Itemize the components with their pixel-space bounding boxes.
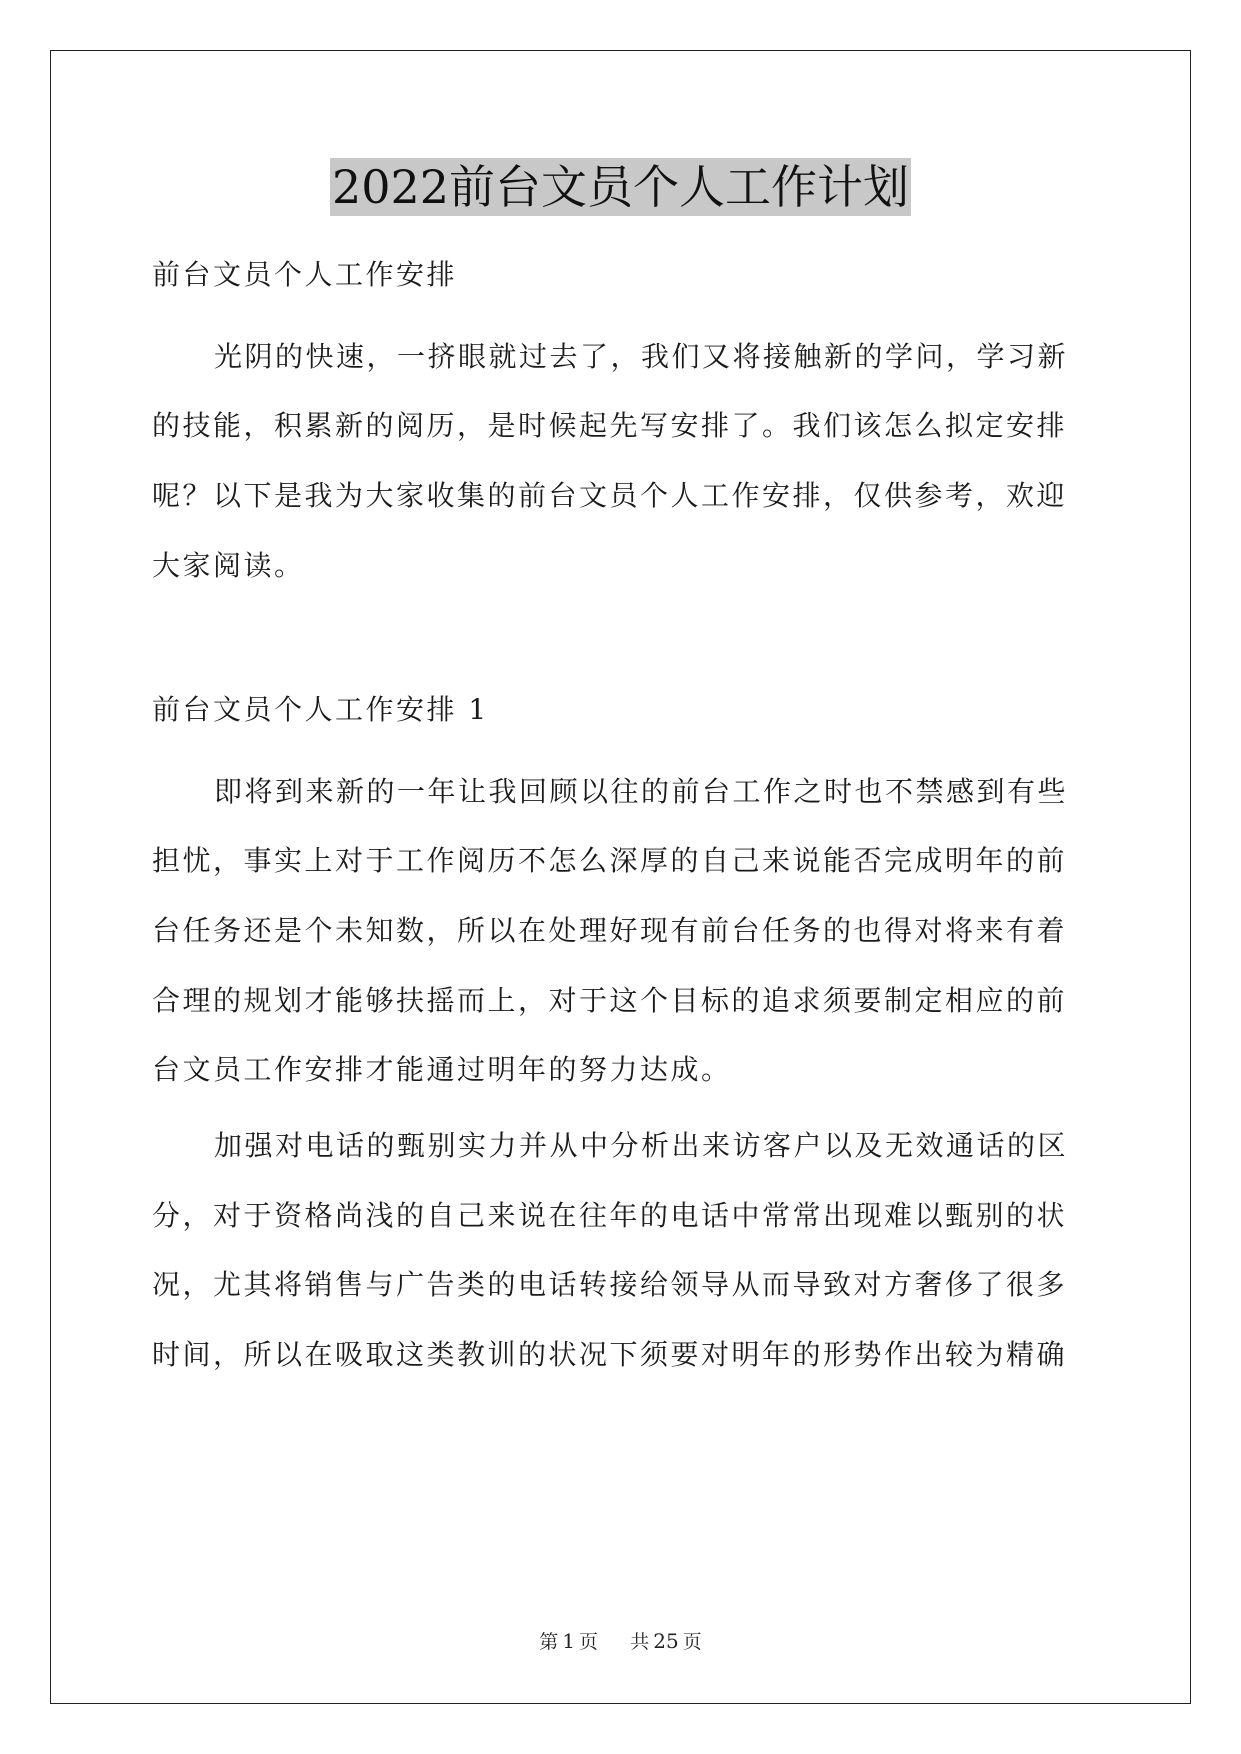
document-title: 2022前台文员个人工作计划 <box>331 160 910 214</box>
paragraph-line: 时间，所以在吸取这类教训的状况下须要对明年的形势作出较为精确 <box>152 1338 1068 1371</box>
paragraph-line: 加强对电话的甄别实力并从中分析出来访客户以及无效通话的区 <box>214 1129 1069 1162</box>
total-pages-indicator: 共 25 页 <box>630 1629 702 1653</box>
section-heading: 前台文员个人工作安排 1 <box>152 693 489 726</box>
title-container <box>0 158 1241 216</box>
paragraph-line: 即将到来新的一年让我回顾以往的前台工作之时也不禁感到有些 <box>214 775 1069 808</box>
paragraph-line: 台文员工作安排才能通过明年的努力达成。 <box>152 1053 732 1086</box>
paragraph-line: 分，对于资格尚浅的自己来说在往年的电话中常常出现难以甄别的状 <box>152 1199 1068 1232</box>
paragraph-line: 光阴的快速，一挤眼就过去了，我们又将接触新的学问，学习新 <box>214 340 1069 373</box>
paragraph-line: 台任务还是个未知数，所以在处理好现有前台任务的也得对将来有着 <box>152 914 1068 947</box>
total-pages: 25 <box>653 1629 679 1653</box>
paragraph-line: 呢？以下是我为大家收集的前台文员个人工作安排，仅供参考，欢迎 <box>152 479 1068 512</box>
page-footer <box>0 1627 1241 1654</box>
page-indicator: 第 1 页 <box>539 1629 599 1653</box>
paragraph-line: 的技能，积累新的阅历，是时候起先写安排了。我们该怎么拟定安排 <box>152 409 1068 442</box>
page-number: 1 <box>562 1629 576 1653</box>
paragraph-line: 合理的规划才能够扶摇而上，对于这个目标的追求须要制定相应的前 <box>152 984 1068 1017</box>
section-heading: 前台文员个人工作安排 <box>152 258 458 291</box>
paragraph-line: 大家阅读。 <box>152 549 305 582</box>
paragraph-line: 况，尤其将销售与广告类的电话转接给领导从而导致对方奢侈了很多 <box>152 1268 1068 1301</box>
paragraph-line: 担忧，事实上对于工作阅历不怎么深厚的自己来说能否完成明年的前 <box>152 844 1068 877</box>
